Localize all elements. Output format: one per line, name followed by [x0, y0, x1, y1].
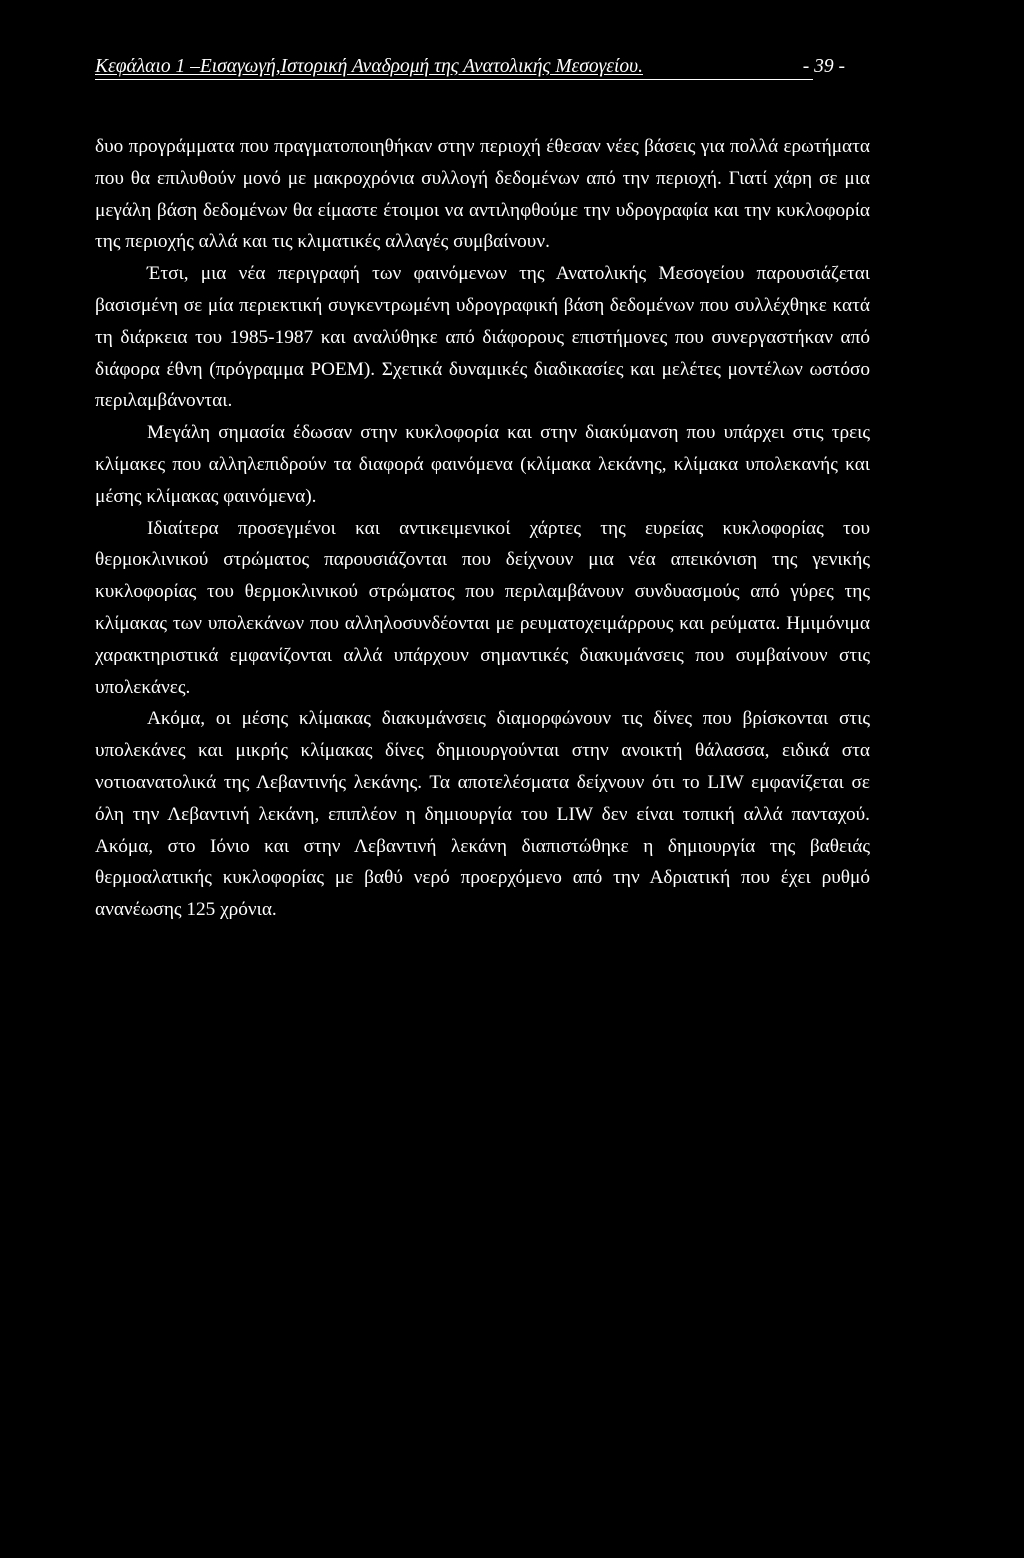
body-text: [95, 131, 870, 926]
paragraph: Έτσι, μια νέα περιγραφή των φαινόμενων της Ανατολικής Μεσογείου παρουσιάζεται βασισμένη σε μία περιεκτική συγκεντρωμένη υδρογραφική βάση δεδομένων που συλλέχθηκε κατά τη διάρκεια του 1985-1987 και αναλύθηκε από διάφορους επιστήμονες που συνεργαστήκαν από διάφορα έθνη (πρόγραμμα POEM). Σχετικά δυναμικές διαδικασίες και μελέτες μοντέλων ωστόσο περιλαμβάνονται.: [95, 263, 870, 412]
paragraph: Μεγάλη σημασία έδωσαν στην κυκλοφορία και στην διακύμανση που υπάρχει στις τρεις κλίμακες που αλληλεπιδρούν τα διαφορά φαινόμενα (κλίμακα λεκάνης, κλίμακα υπολεκανής και μέσης κλίμακας φαινόμενα).: [95, 422, 870, 507]
running-header: [95, 56, 845, 86]
page-number: - 39 -: [802, 56, 845, 77]
paragraph-continuation: δυο προγράμματα που πραγματοποιηθήκαν στην περιοχή έθεσαν νέες βάσεις για πολλά ερωτήματα που θα επιλυθούν μονό με μακροχρόνια συλλογή δεδομένων από την περιοχή. Γιατί χάρη σε μια μεγάλη βάση δεδομένων θα είμαστε έτοιμοι να αντιληφθούμε την υδρογραφία και την κυκλοφορία της περιοχής αλλά και τις κλιματικές αλλαγές συμβαίνουν.: [95, 136, 870, 253]
chapter-title: Κεφάλαιο 1 –Εισαγωγή,Ιστορική Αναδρομή της Ανατολικής Μεσογείου.: [95, 56, 643, 77]
header-rule: [95, 79, 813, 80]
paragraph: Ιδιαίτερα προσεγμένοι και αντικειμενικοί χάρτες της ευρείας κυκλοφορίας του θερμοκλινικού στρώματος παρουσιάζονται που δείχνουν μια νέα απεικόνιση της γενικής κυκλοφορίας του θερμοκλινικού στρώματος που περιλαμβάνουν συνδυασμούς από γύρες της κλίμακας των υπολεκάνων που αλληλοσυνδέονται με ρευματοχειμάρρους και ρεύματα. Ημιμόνιμα χαρακτηριστικά εμφανίζονται αλλά υπάρχουν σημαντικές διακυμάνσεις που συμβαίνουν στις υπολεκάνες.: [95, 517, 870, 698]
paragraph: Ακόμα, οι μέσης κλίμακας διακυμάνσεις διαμορφώνουν τις δίνες που βρίσκονται στις υπολεκάνες και μικρής κλίμακας δίνες δημιουργούνται στην ανοικτή θάλασσα, ειδικά στα νοτιοανατολικά της Λεβαντινής λεκάνης. Τα αποτελέσματα δείχνουν ότι το LIW εμφανίζεται σε όλη την Λεβαντινή λεκάνη, επιπλέον η δημιουργία του LIW δεν είναι τοπική αλλά πανταχού. Ακόμα, στο Ιόνιο και στην Λεβαντινή λεκάνη διαπιστώθηκε η δημιουργία της βαθειάς θερμοαλατικής κυκλοφορίας με βαθύ νερό προερχόμενο από την Αδριατική που έχει ρυθμό ανανέωσης 125 χρόνια.: [95, 708, 870, 921]
